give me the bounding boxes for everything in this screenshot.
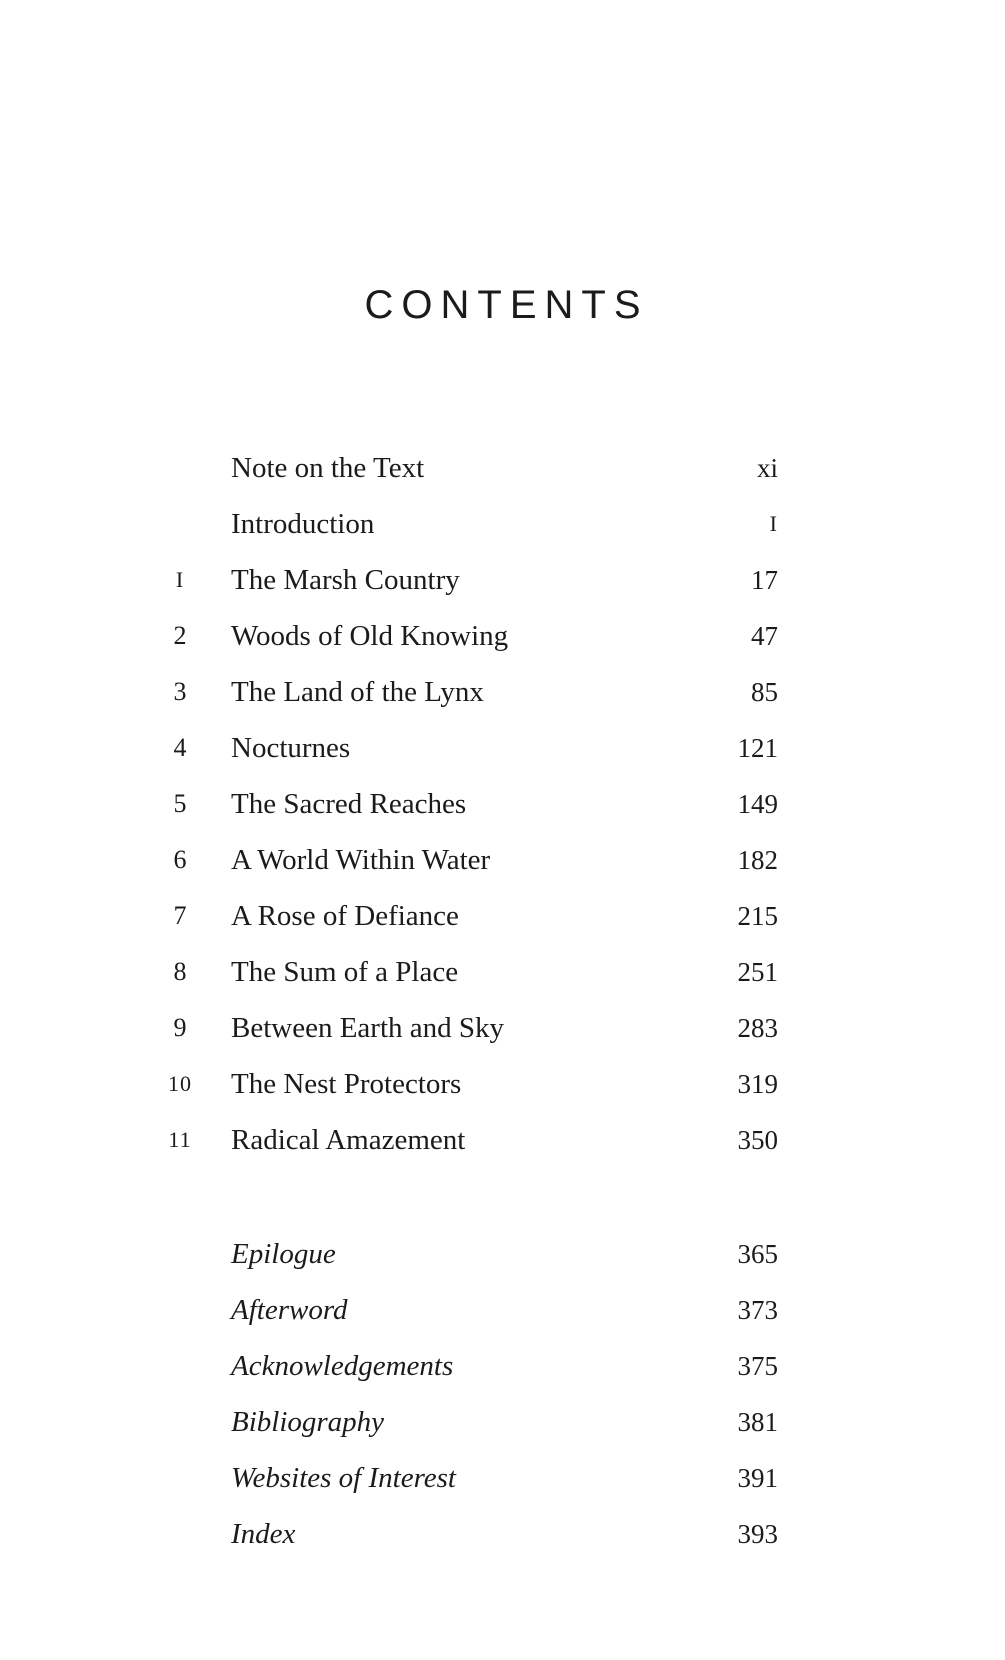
chapter-number: 8 [173, 957, 187, 986]
contents-heading: CONTENTS [364, 282, 649, 327]
main-contents-list [150, 440, 778, 1168]
toc-entry-websites-of-interest[interactable] [150, 1450, 778, 1506]
page-number: xi [756, 453, 778, 483]
page-number: 319 [737, 1069, 778, 1099]
entry-title: Woods of Old Knowing [231, 620, 509, 652]
chapter-number: 9 [173, 1013, 187, 1042]
toc-entry-note-on-the-text[interactable] [150, 440, 778, 496]
entry-title: Radical Amazement [231, 1124, 466, 1156]
toc-entry-afterword[interactable] [150, 1282, 778, 1338]
page-number: 182 [737, 845, 778, 875]
entry-title: Nocturnes [231, 732, 351, 764]
page-number: 375 [737, 1351, 778, 1381]
page-number: 85 [751, 677, 778, 707]
entry-title: A Rose of Defiance [231, 900, 459, 932]
toc-entry-chapter-11[interactable] [150, 1112, 778, 1168]
chapter-number: 3 [173, 677, 187, 706]
entry-title: A World Within Water [231, 844, 491, 876]
chapter-number: 4 [173, 733, 187, 762]
chapter-number: I [175, 567, 185, 592]
toc-entry-chapter-2[interactable] [150, 608, 778, 664]
back-matter-list [150, 1226, 778, 1562]
entry-title: Bibliography [231, 1406, 385, 1438]
entry-title: The Marsh Country [231, 564, 460, 596]
toc-entry-bibliography[interactable] [150, 1394, 778, 1450]
chapter-number: 10 [168, 1071, 192, 1096]
entry-title: Afterword [231, 1294, 348, 1326]
toc-entry-chapter-9[interactable] [150, 1000, 778, 1056]
chapter-number: 11 [168, 1127, 192, 1152]
page-number: I [769, 511, 778, 536]
entry-title: Epilogue [231, 1238, 336, 1270]
entry-title: Between Earth and Sky [231, 1012, 505, 1044]
page-number: 17 [751, 565, 778, 595]
toc-entry-chapter-5[interactable] [150, 776, 778, 832]
entry-title: Websites of Interest [231, 1462, 456, 1494]
entry-title: Note on the Text [231, 452, 425, 484]
page-number: 121 [737, 733, 778, 763]
page-number: 373 [737, 1295, 778, 1325]
page-number: 47 [751, 621, 778, 651]
chapter-number: 6 [173, 845, 187, 874]
entry-title: The Nest Protectors [231, 1068, 462, 1100]
page-number: 391 [737, 1463, 778, 1493]
toc-entry-chapter-6[interactable] [150, 832, 778, 888]
page-number: 251 [737, 957, 778, 987]
toc-entry-chapter-7[interactable] [150, 888, 778, 944]
entry-title: Acknowledgements [231, 1350, 454, 1382]
toc-entry-index[interactable] [150, 1506, 778, 1562]
entry-title: The Sum of a Place [231, 956, 459, 988]
page-number: 215 [737, 901, 778, 931]
toc-entry-chapter-4[interactable] [150, 720, 778, 776]
entry-title: Introduction [231, 508, 375, 540]
entry-title: The Sacred Reaches [231, 788, 467, 820]
page-number: 149 [737, 789, 778, 819]
page-number: 350 [737, 1125, 778, 1155]
toc-entry-chapter-3[interactable] [150, 664, 778, 720]
page-number: 365 [737, 1239, 778, 1269]
chapter-number: 5 [173, 789, 187, 818]
page-number: 283 [737, 1013, 778, 1043]
toc-entry-chapter-1[interactable] [150, 552, 778, 608]
toc-entry-chapter-8[interactable] [150, 944, 778, 1000]
entry-title: Index [231, 1518, 296, 1550]
toc-entry-acknowledgements[interactable] [150, 1338, 778, 1394]
chapter-number: 2 [173, 621, 187, 650]
toc-entry-chapter-10[interactable] [150, 1056, 778, 1112]
chapter-number: 7 [173, 901, 187, 930]
page-number: 381 [737, 1407, 778, 1437]
entry-title: The Land of the Lynx [231, 676, 484, 708]
page-number: 393 [737, 1519, 778, 1549]
toc-entry-introduction[interactable] [150, 496, 778, 552]
toc-entry-epilogue[interactable] [150, 1226, 778, 1282]
